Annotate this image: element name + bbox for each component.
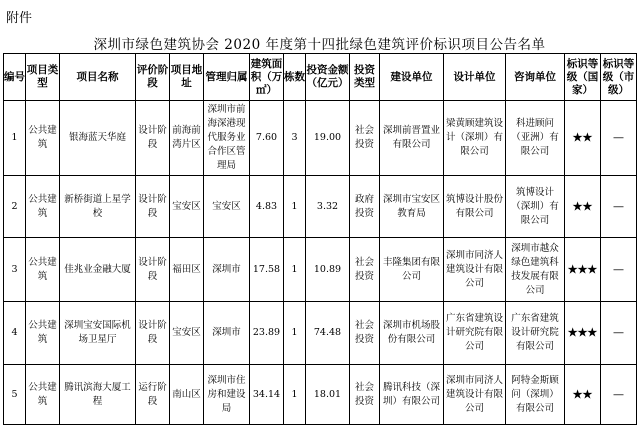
- investment-amount-cell: 19.00: [306, 101, 350, 176]
- project-name-cell: 腾讯滨海大厦工程: [60, 365, 136, 425]
- building-area-cell: 34.14: [250, 365, 284, 425]
- col-investment-amount-header: 投资金额（亿元）: [306, 54, 350, 101]
- project-type-cell: 公共建筑: [26, 238, 60, 302]
- header-row: [4, 54, 637, 101]
- project-type-cell: 公共建筑: [26, 302, 60, 365]
- annex-label: 附件: [6, 11, 33, 26]
- table-row: [4, 101, 637, 176]
- developer-cell: 腾讯科技（深圳）有限公司: [380, 365, 444, 425]
- consulting-unit-cell: 广东省建筑设计研究院有限公司: [506, 302, 565, 365]
- investment-type-cell: 社会投资: [350, 101, 380, 176]
- investment-amount-cell: 3.32: [306, 176, 350, 238]
- number-cell: 1: [4, 101, 26, 176]
- table-row: [4, 238, 637, 302]
- developer-cell: 深圳前晋置业有限公司: [380, 101, 444, 176]
- eval-stage-cell: 设计阶段: [136, 302, 170, 365]
- table-row: [4, 176, 637, 238]
- design-unit-cell: 深圳市同济人建筑设计有限公司: [444, 238, 506, 302]
- project-address-cell: 福田区: [170, 238, 204, 302]
- project-type-cell: 公共建筑: [26, 176, 60, 238]
- col-developer-header: 建设单位: [380, 54, 444, 101]
- rating-national-cell: ★★★: [565, 238, 601, 302]
- col-building-count-header: 栋数: [284, 54, 306, 101]
- project-address-cell: 南山区: [170, 365, 204, 425]
- investment-type-cell: 社会投资: [350, 302, 380, 365]
- management-cell: 深圳市前海深港现代服务业合作区管理局: [204, 101, 250, 176]
- building-area-cell: 7.60: [250, 101, 284, 176]
- investment-amount-cell: 10.89: [306, 238, 350, 302]
- col-rating-city-header: 标识等级（市级）: [601, 54, 637, 101]
- project-address-cell: 宝安区: [170, 176, 204, 238]
- rating-national-cell: ★★: [565, 101, 601, 176]
- project-type-cell: 公共建筑: [26, 365, 60, 425]
- rating-city-cell: —: [601, 176, 637, 238]
- building-count-cell: 1: [284, 238, 306, 302]
- table-row: [4, 365, 637, 425]
- rating-national-cell: ★★: [565, 365, 601, 425]
- building-count-cell: 1: [284, 365, 306, 425]
- project-name-cell: 佳兆业金融大厦: [60, 238, 136, 302]
- rating-city-cell: —: [601, 238, 637, 302]
- management-cell: 深圳市: [204, 238, 250, 302]
- rating-national-cell: ★★★: [565, 302, 601, 365]
- rating-city-cell: —: [601, 302, 637, 365]
- col-investment-type-header: 投资类型: [350, 54, 380, 101]
- col-building-area-header: 建筑面积（万㎡）: [250, 54, 284, 101]
- col-management-header: 管理归属: [204, 54, 250, 101]
- col-project-address-header: 项目地址: [170, 54, 204, 101]
- investment-type-cell: 政府投资: [350, 176, 380, 238]
- table-row: [4, 302, 637, 365]
- col-eval-stage-header: 评价阶段: [136, 54, 170, 101]
- col-rating-national-header: 标识等级（国家）: [565, 54, 601, 101]
- project-address-cell: 宝安区: [170, 302, 204, 365]
- col-project-name-header: 项目名称: [60, 54, 136, 101]
- col-project-type-header: 项目类型: [26, 54, 60, 101]
- project-type-cell: 公共建筑: [26, 101, 60, 176]
- developer-cell: 深圳市宝安区教育局: [380, 176, 444, 238]
- rating-city-cell: —: [601, 101, 637, 176]
- document-title: 深圳市绿色建筑协会 2020 年度第十四批绿色建筑评价标识项目公告名单: [93, 37, 546, 53]
- building-area-cell: 23.89: [250, 302, 284, 365]
- eval-stage-cell: 设计阶段: [136, 101, 170, 176]
- investment-type-cell: 社会投资: [350, 238, 380, 302]
- eval-stage-cell: 设计阶段: [136, 176, 170, 238]
- consulting-unit-cell: 科进顾问（亚洲）有限公司: [506, 101, 565, 176]
- investment-amount-cell: 74.48: [306, 302, 350, 365]
- developer-cell: 深圳市机场股份有限公司: [380, 302, 444, 365]
- design-unit-cell: 深圳市同济人建筑设计有限公司: [444, 365, 506, 425]
- project-address-cell: 前海前湾片区: [170, 101, 204, 176]
- project-table: [3, 53, 637, 425]
- eval-stage-cell: 设计阶段: [136, 238, 170, 302]
- consulting-unit-cell: 筑博设计（深圳）有限公司: [506, 176, 565, 238]
- number-cell: 2: [4, 176, 26, 238]
- design-unit-cell: 筑博设计股份有限公司: [444, 176, 506, 238]
- rating-national-cell: ★★: [565, 176, 601, 238]
- building-count-cell: 1: [284, 176, 306, 238]
- design-unit-cell: 梁黄顾建筑设计（深圳）有限公司: [444, 101, 506, 176]
- rating-city-cell: —: [601, 365, 637, 425]
- eval-stage-cell: 运行阶段: [136, 365, 170, 425]
- consulting-unit-cell: 深圳市越众绿色建筑科技发展有限公司: [506, 238, 565, 302]
- building-count-cell: 1: [284, 302, 306, 365]
- building-area-cell: 17.58: [250, 238, 284, 302]
- number-cell: 4: [4, 302, 26, 365]
- project-name-cell: 银海蓝天华庭: [60, 101, 136, 176]
- col-number-header: 编号: [4, 54, 26, 101]
- investment-amount-cell: 18.01: [306, 365, 350, 425]
- management-cell: 深圳市: [204, 302, 250, 365]
- col-consulting-unit-header: 咨询单位: [506, 54, 565, 101]
- management-cell: 深圳市住房和建设局: [204, 365, 250, 425]
- number-cell: 3: [4, 238, 26, 302]
- project-name-cell: 深圳宝安国际机场卫星厅: [60, 302, 136, 365]
- col-design-unit-header: 设计单位: [444, 54, 506, 101]
- design-unit-cell: 广东省建筑设计研究院有限公司: [444, 302, 506, 365]
- project-name-cell: 新桥街道上星学校: [60, 176, 136, 238]
- developer-cell: 丰隆集团有限公司: [380, 238, 444, 302]
- table-body: [4, 101, 637, 425]
- number-cell: 5: [4, 365, 26, 425]
- consulting-unit-cell: 阿特金斯顾问（深圳）有限公司: [506, 365, 565, 425]
- building-count-cell: 3: [284, 101, 306, 176]
- management-cell: 宝安区: [204, 176, 250, 238]
- building-area-cell: 4.83: [250, 176, 284, 238]
- investment-type-cell: 社会投资: [350, 365, 380, 425]
